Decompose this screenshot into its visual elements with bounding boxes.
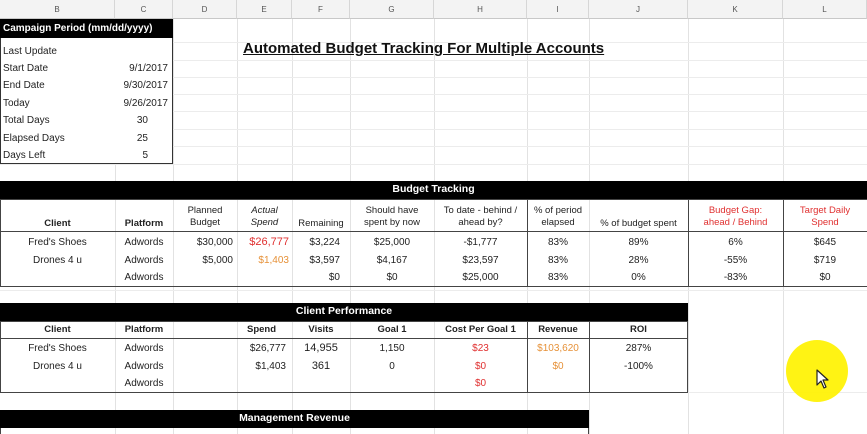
campaign-label-end-date[interactable]: End Date: [3, 80, 45, 91]
management-revenue-table: [0, 428, 589, 434]
budget-header-gap[interactable]: Budget Gap: ahead / Behind: [703, 205, 768, 228]
column-header-k[interactable]: K: [688, 0, 783, 19]
perf-row-3-platform[interactable]: Adwords: [124, 378, 164, 389]
campaign-value-days-left[interactable]: 5: [142, 150, 148, 161]
perf-row-3-cpg[interactable]: $0: [474, 378, 487, 389]
budget-row-1-remaining[interactable]: $3,224: [309, 237, 340, 248]
budget-header-actual[interactable]: Actual Spend: [250, 205, 279, 228]
mouse-pointer-icon: [816, 369, 834, 391]
budget-row-2-planned[interactable]: $5,000: [202, 255, 233, 266]
column-header-c[interactable]: C: [115, 0, 173, 19]
campaign-label-start-date[interactable]: Start Date: [3, 63, 49, 74]
budget-row-1-target[interactable]: $645: [813, 237, 837, 248]
budget-row-1-actual[interactable]: $26,777: [249, 236, 289, 248]
perf-header-platform[interactable]: Platform: [124, 324, 164, 335]
perf-row-2-spend[interactable]: $1,403: [255, 361, 286, 372]
perf-row-1-goal[interactable]: 1,150: [379, 343, 405, 354]
budget-row-1-pct-budget[interactable]: 89%: [628, 237, 649, 248]
campaign-label-last-update[interactable]: Last Update: [3, 46, 57, 57]
column-header-h[interactable]: H: [434, 0, 527, 19]
budget-row-3-todate[interactable]: $25,000: [462, 272, 499, 283]
budget-header-todate[interactable]: To date - behind / ahead by?: [443, 205, 518, 228]
perf-row-1-client[interactable]: Fred's Shoes: [28, 343, 87, 354]
budget-row-3-platform[interactable]: Adwords: [124, 272, 164, 283]
perf-row-1-spend[interactable]: $26,777: [249, 343, 286, 354]
perf-header-revenue[interactable]: Revenue: [538, 324, 578, 335]
budget-header-platform[interactable]: Platform: [124, 218, 164, 229]
budget-row-2-pct-budget[interactable]: 28%: [628, 255, 649, 266]
table-separator: [0, 338, 688, 339]
perf-header-spend[interactable]: Spend: [246, 324, 277, 335]
budget-row-3-should[interactable]: $0: [386, 272, 398, 283]
budget-header-remaining[interactable]: Remaining: [298, 218, 344, 229]
budget-row-3-remaining[interactable]: $0: [328, 272, 340, 283]
budget-header-client[interactable]: Client: [44, 218, 71, 229]
campaign-value-today[interactable]: 9/26/2017: [123, 98, 168, 109]
budget-row-3-pct-period[interactable]: 83%: [547, 272, 568, 283]
budget-header-target[interactable]: Target Daily Spend: [799, 205, 851, 228]
perf-row-1-visits[interactable]: 14,955: [304, 342, 338, 354]
campaign-value-start-date[interactable]: 9/1/2017: [129, 63, 168, 74]
column-header-e[interactable]: E: [237, 0, 292, 19]
grid-line: [0, 290, 867, 291]
budget-row-2-platform[interactable]: Adwords: [124, 255, 164, 266]
perf-header-cpg[interactable]: Cost Per Goal 1: [445, 324, 516, 335]
perf-row-1-revenue[interactable]: $103,620: [537, 343, 579, 354]
budget-header-pct-period[interactable]: % of period elapsed: [533, 205, 583, 228]
budget-row-1-gap[interactable]: 6%: [728, 237, 743, 248]
column-header-d[interactable]: D: [173, 0, 237, 19]
client-performance-header[interactable]: Client Performance: [0, 303, 688, 321]
management-revenue-header[interactable]: Management Revenue: [0, 410, 589, 428]
perf-header-goal[interactable]: Goal 1: [377, 324, 407, 335]
budget-row-2-remaining[interactable]: $3,597: [309, 255, 340, 266]
budget-row-1-platform[interactable]: Adwords: [124, 237, 164, 248]
perf-row-1-roi[interactable]: 287%: [625, 343, 652, 354]
column-header-j[interactable]: J: [589, 0, 688, 19]
budget-row-2-should[interactable]: $4,167: [376, 255, 408, 266]
budget-row-2-actual[interactable]: $1,403: [258, 255, 289, 266]
budget-row-2-todate[interactable]: $23,597: [462, 255, 499, 266]
campaign-value-elapsed-days[interactable]: 25: [136, 133, 148, 144]
campaign-period-header[interactable]: Campaign Period (mm/dd/yyyy): [0, 19, 173, 38]
perf-row-2-client[interactable]: Drones 4 u: [33, 361, 82, 372]
column-header-g[interactable]: G: [350, 0, 434, 19]
column-header-l[interactable]: L: [783, 0, 867, 19]
perf-row-1-platform[interactable]: Adwords: [124, 343, 164, 354]
column-header-i[interactable]: I: [527, 0, 589, 19]
grid-line: [0, 164, 867, 165]
perf-row-2-roi[interactable]: -100%: [624, 361, 653, 372]
perf-header-roi[interactable]: ROI: [630, 324, 647, 335]
budget-row-3-pct-budget[interactable]: 0%: [631, 272, 646, 283]
perf-header-client[interactable]: Client: [44, 324, 71, 335]
budget-row-1-pct-period[interactable]: 83%: [547, 237, 568, 248]
budget-row-1-todate[interactable]: -$1,777: [463, 237, 498, 248]
perf-row-2-cpg[interactable]: $0: [474, 361, 487, 372]
budget-row-2-pct-period[interactable]: 83%: [547, 255, 568, 266]
budget-tracking-header[interactable]: Budget Tracking: [0, 181, 867, 199]
column-header-f[interactable]: F: [292, 0, 350, 19]
table-separator: [0, 231, 867, 232]
budget-header-should[interactable]: Should have spent by now: [364, 205, 420, 228]
budget-header-pct-budget[interactable]: % of budget spent: [600, 218, 677, 229]
budget-row-2-client[interactable]: Drones 4 u: [33, 255, 82, 266]
perf-row-2-platform[interactable]: Adwords: [124, 361, 164, 372]
perf-header-visits[interactable]: Visits: [308, 324, 334, 335]
campaign-label-total-days[interactable]: Total Days: [3, 115, 50, 126]
campaign-value-end-date[interactable]: 9/30/2017: [123, 80, 168, 91]
budget-header-planned[interactable]: Planned Budget: [187, 205, 223, 228]
budget-row-3-gap[interactable]: -83%: [723, 272, 748, 283]
perf-row-1-cpg[interactable]: $23: [472, 343, 489, 354]
perf-row-2-visits[interactable]: 361: [311, 360, 331, 372]
budget-row-1-client[interactable]: Fred's Shoes: [28, 237, 87, 248]
column-header-b[interactable]: B: [0, 0, 115, 19]
perf-row-2-goal[interactable]: 0: [389, 361, 395, 372]
perf-row-2-revenue[interactable]: $0: [552, 361, 564, 372]
budget-row-3-target[interactable]: $0: [819, 272, 831, 283]
budget-row-2-target[interactable]: $719: [813, 255, 837, 266]
budget-row-1-planned[interactable]: $30,000: [196, 237, 233, 248]
page-title[interactable]: Automated Budget Tracking For Multiple Accounts: [243, 40, 605, 57]
budget-row-1-should[interactable]: $25,000: [373, 237, 411, 248]
campaign-label-today[interactable]: Today: [3, 98, 30, 109]
campaign-label-days-left[interactable]: Days Left: [3, 150, 46, 161]
campaign-label-elapsed-days[interactable]: Elapsed Days: [3, 133, 65, 144]
budget-row-2-gap[interactable]: -55%: [723, 255, 748, 266]
campaign-value-total-days[interactable]: 30: [136, 115, 148, 126]
